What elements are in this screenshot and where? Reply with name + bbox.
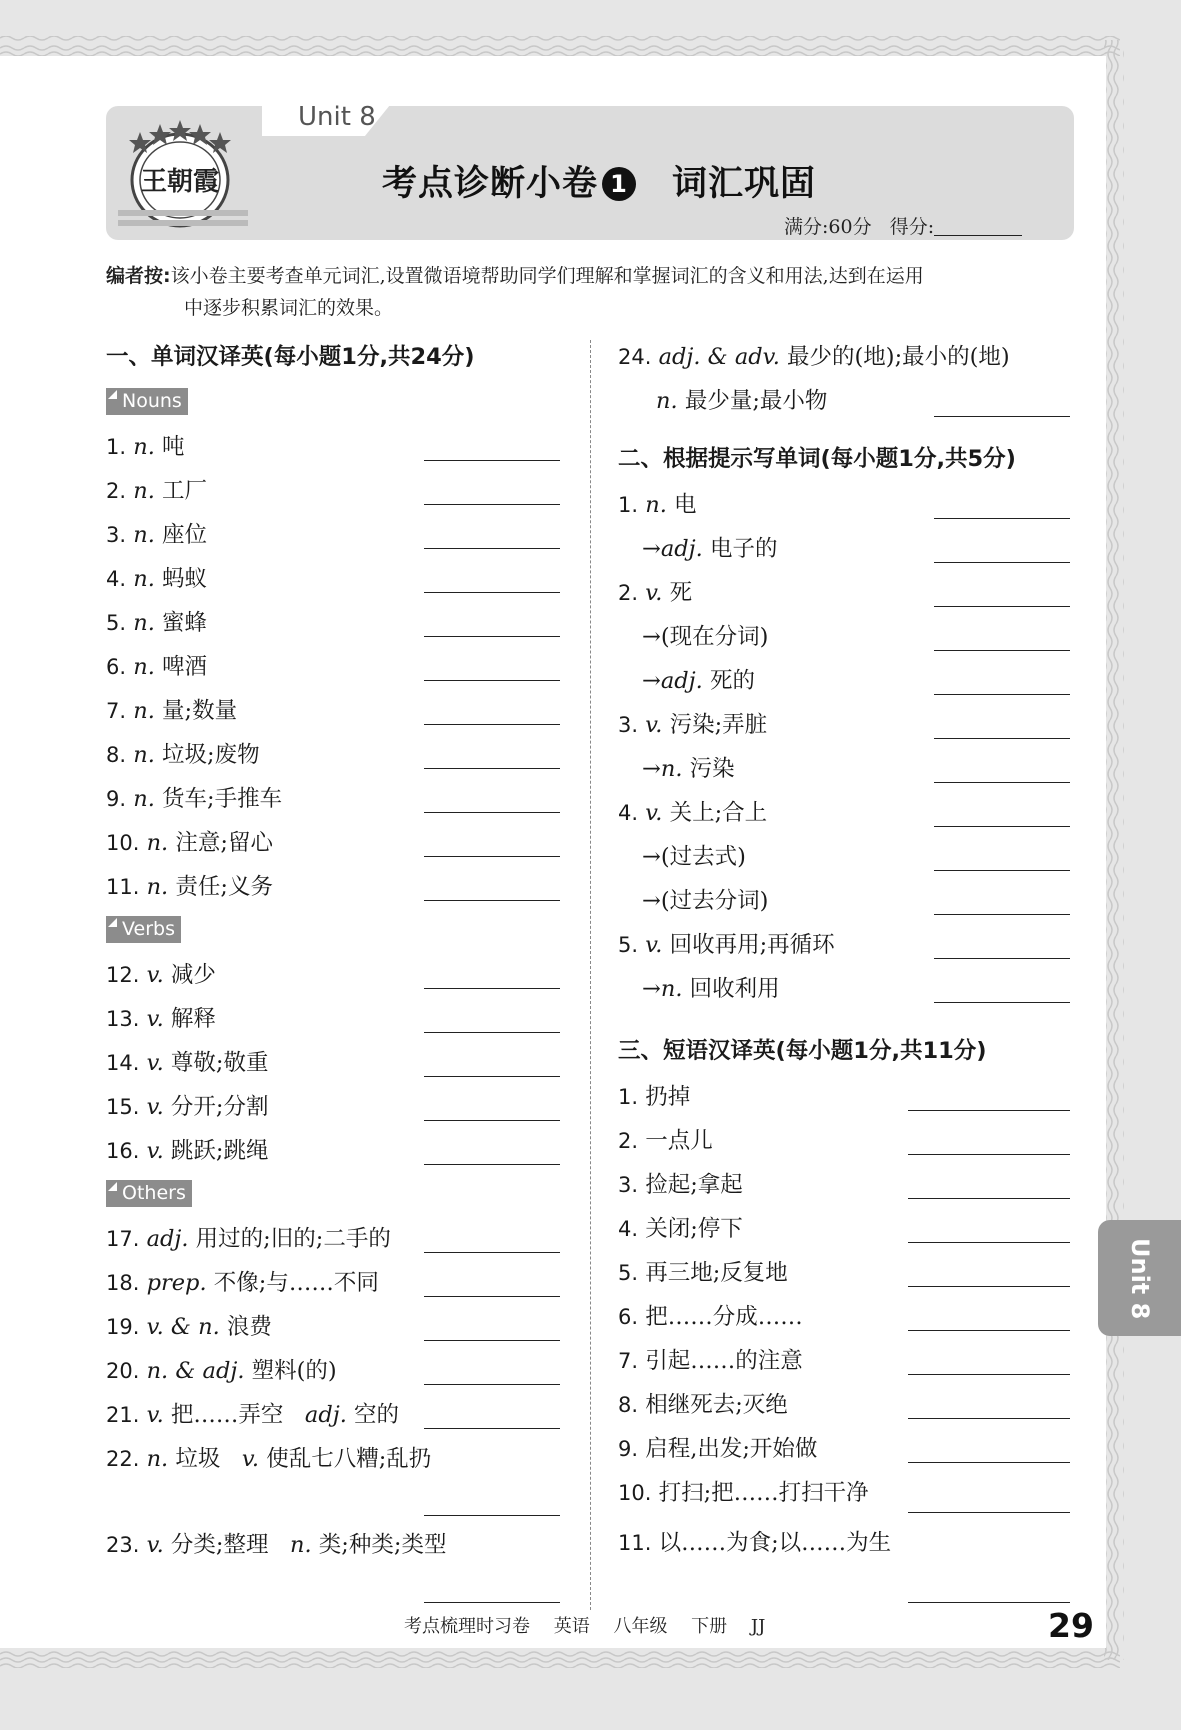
s1-item-15: 15. v. 分开;分割 bbox=[106, 1094, 269, 1120]
s3-item-1: 1. 扔掉 bbox=[618, 1084, 691, 1110]
score-line bbox=[784, 212, 1022, 239]
answer-blank[interactable] bbox=[424, 592, 560, 593]
answer-blank[interactable] bbox=[424, 1602, 560, 1603]
note-line2: 中逐步积累词汇的效果。 bbox=[184, 297, 394, 319]
s1-item-2: 2. n. 工厂 bbox=[106, 478, 208, 504]
answer-blank[interactable] bbox=[908, 1286, 1070, 1287]
answer-blank[interactable] bbox=[424, 1428, 560, 1429]
answer-blank[interactable] bbox=[934, 562, 1070, 563]
answer-blank[interactable] bbox=[424, 1120, 560, 1121]
answer-blank[interactable] bbox=[908, 1330, 1070, 1331]
s3-item-9: 9. 启程,出发;开始做 bbox=[618, 1436, 818, 1462]
answer-blank[interactable] bbox=[934, 958, 1070, 959]
answer-blank[interactable] bbox=[934, 1002, 1070, 1003]
s2-item-2a: →(现在分词) bbox=[642, 624, 769, 650]
answer-blank[interactable] bbox=[424, 768, 560, 769]
s1-item-21: 21. v. 把……弄空 adj. 空的 bbox=[106, 1402, 400, 1428]
answer-blank[interactable] bbox=[934, 694, 1070, 695]
s3-item-3: 3. 捡起;拿起 bbox=[618, 1172, 743, 1198]
s3-item-5: 5. 再三地;反复地 bbox=[618, 1260, 788, 1286]
answer-blank[interactable] bbox=[424, 1076, 560, 1077]
section1-title: 一、单词汉译英(每小题1分,共24分) bbox=[106, 344, 475, 370]
s2-item-2b: →adj. 死的 bbox=[642, 668, 755, 694]
note-label: 编者按: bbox=[106, 265, 171, 287]
score-got: 得分: bbox=[889, 216, 935, 238]
answer-blank[interactable] bbox=[424, 1340, 560, 1341]
s1-item-5: 5. n. 蜜蜂 bbox=[106, 610, 208, 636]
s3-item-4: 4. 关闭;停下 bbox=[618, 1216, 743, 1242]
answer-blank[interactable] bbox=[908, 1110, 1070, 1111]
title-main: 考点诊断小卷 bbox=[382, 164, 599, 204]
answer-blank[interactable] bbox=[934, 416, 1070, 417]
s3-item-8: 8. 相继死去;灭绝 bbox=[618, 1392, 788, 1418]
answer-blank[interactable] bbox=[934, 738, 1070, 739]
answer-blank[interactable] bbox=[424, 1252, 560, 1253]
s1-item-17: 17. adj. 用过的;旧的;二手的 bbox=[106, 1226, 391, 1252]
s3-item-10: 10. 打扫;把……打扫干净 bbox=[618, 1480, 869, 1506]
s1-item-14: 14. v. 尊敬;敬重 bbox=[106, 1050, 269, 1076]
answer-blank[interactable] bbox=[424, 900, 560, 901]
page-title bbox=[382, 156, 816, 206]
publisher-logo bbox=[118, 118, 248, 230]
s1-item-22: 22. n. 垃圾 v. 使乱七八糟;乱扔 bbox=[106, 1446, 432, 1472]
s3-item-11: 11. 以……为食;以……为生 bbox=[618, 1530, 892, 1556]
side-tab-label: Unit 8 bbox=[1126, 1238, 1154, 1320]
answer-blank[interactable] bbox=[934, 914, 1070, 915]
verbs-tag: Verbs bbox=[106, 916, 181, 943]
answer-blank[interactable] bbox=[934, 826, 1070, 827]
answer-blank[interactable] bbox=[934, 606, 1070, 607]
answer-blank[interactable] bbox=[934, 518, 1070, 519]
s1-item-6: 6. n. 啤酒 bbox=[106, 654, 208, 680]
answer-blank[interactable] bbox=[908, 1512, 1070, 1513]
s3-item-2: 2. 一点儿 bbox=[618, 1128, 713, 1154]
answer-blank[interactable] bbox=[908, 1462, 1070, 1463]
s1-item-24: 24. adj. & adv. 最少的(地);最小的(地) bbox=[618, 344, 1010, 370]
page-number: 29 bbox=[1048, 1606, 1094, 1645]
s1-item-16: 16. v. 跳跃;跳绳 bbox=[106, 1138, 269, 1164]
s3-item-6: 6. 把……分成…… bbox=[618, 1304, 803, 1330]
score-full: 满分:60分 bbox=[784, 216, 872, 238]
section3-title: 三、短语汉译英(每小题1分,共11分) bbox=[618, 1038, 987, 1064]
answer-blank[interactable] bbox=[424, 548, 560, 549]
answer-blank[interactable] bbox=[424, 1032, 560, 1033]
s2-item-2: 2. v. 死 bbox=[618, 580, 693, 606]
s1-item-18: 18. prep. 不像;与……不同 bbox=[106, 1270, 379, 1296]
s2-item-4b: →(过去分词) bbox=[642, 888, 769, 914]
s1-item-13: 13. v. 解释 bbox=[106, 1006, 216, 1032]
answer-blank[interactable] bbox=[424, 636, 560, 637]
footer-text: 考点梳理时习卷 英语 八年级 下册 JJ bbox=[404, 1616, 766, 1637]
s1-item-9: 9. n. 货车;手推车 bbox=[106, 786, 283, 812]
answer-blank[interactable] bbox=[424, 1515, 560, 1516]
s1-item-23: 23. v. 分类;整理 n. 类;种类;类型 bbox=[106, 1532, 447, 1558]
s2-item-5a: →n. 回收利用 bbox=[642, 976, 780, 1002]
others-tag: Others bbox=[106, 1180, 192, 1207]
s2-item-1: 1. n. 电 bbox=[618, 492, 697, 518]
s1-item-4: 4. n. 蚂蚁 bbox=[106, 566, 208, 592]
s1-item-1: 1. n. 吨 bbox=[106, 434, 185, 460]
editor-note bbox=[106, 260, 1078, 324]
answer-blank[interactable] bbox=[424, 1384, 560, 1385]
answer-blank[interactable] bbox=[424, 1296, 560, 1297]
s1-item-19: 19. v. & n. 浪费 bbox=[106, 1314, 272, 1340]
answer-blank[interactable] bbox=[908, 1602, 1070, 1603]
answer-blank[interactable] bbox=[424, 724, 560, 725]
answer-blank[interactable] bbox=[934, 782, 1070, 783]
answer-blank[interactable] bbox=[424, 460, 560, 461]
answer-blank[interactable] bbox=[908, 1374, 1070, 1375]
title-sub: 词汇巩固 bbox=[672, 164, 817, 204]
score-blank[interactable] bbox=[934, 217, 1022, 236]
column-divider bbox=[590, 340, 591, 1610]
s1-item-3: 3. n. 座位 bbox=[106, 522, 208, 548]
answer-blank[interactable] bbox=[424, 812, 560, 813]
s1-item-8: 8. n. 垃圾;废物 bbox=[106, 742, 260, 768]
answer-blank[interactable] bbox=[424, 988, 560, 989]
s2-item-1a: →adj. 电子的 bbox=[642, 536, 778, 562]
answer-blank[interactable] bbox=[908, 1198, 1070, 1199]
s3-item-7: 7. 引起……的注意 bbox=[618, 1348, 803, 1374]
s1-item-24-sub: n. 最少量;最小物 bbox=[656, 388, 828, 414]
s1-item-12: 12. v. 减少 bbox=[106, 962, 216, 988]
answer-blank[interactable] bbox=[908, 1154, 1070, 1155]
answer-blank[interactable] bbox=[908, 1242, 1070, 1243]
s2-item-4a: →(过去式) bbox=[642, 844, 746, 870]
answer-blank[interactable] bbox=[424, 1164, 560, 1165]
unit-label: Unit 8 bbox=[298, 102, 376, 132]
s2-item-4: 4. v. 关上;合上 bbox=[618, 800, 768, 826]
answer-blank[interactable] bbox=[424, 856, 560, 857]
title-badge: 1 bbox=[602, 167, 636, 201]
answer-blank[interactable] bbox=[908, 1418, 1070, 1419]
unit-side-tab bbox=[1098, 1220, 1181, 1336]
s2-item-3a: →n. 污染 bbox=[642, 756, 735, 782]
s2-item-5: 5. v. 回收再用;再循环 bbox=[618, 932, 835, 958]
s1-item-20: 20. n. & adj. 塑料(的) bbox=[106, 1358, 337, 1384]
s2-item-3: 3. v. 污染;弄脏 bbox=[618, 712, 768, 738]
note-line1: 该小卷主要考查单元词汇,设置微语境帮助同学们理解和掌握词汇的含义和用法,达到在运用 bbox=[170, 265, 924, 287]
section2-title: 二、根据提示写单词(每小题1分,共5分) bbox=[618, 446, 1016, 472]
answer-blank[interactable] bbox=[424, 504, 560, 505]
s1-item-10: 10. n. 注意;留心 bbox=[106, 830, 273, 856]
s1-item-11: 11. n. 责任;义务 bbox=[106, 874, 273, 900]
answer-blank[interactable] bbox=[424, 680, 560, 681]
answer-blank[interactable] bbox=[934, 650, 1070, 651]
logo-text: 王朝霞 bbox=[140, 167, 220, 197]
answer-blank[interactable] bbox=[934, 870, 1070, 871]
s1-item-7: 7. n. 量;数量 bbox=[106, 698, 238, 724]
nouns-tag: Nouns bbox=[106, 388, 188, 415]
